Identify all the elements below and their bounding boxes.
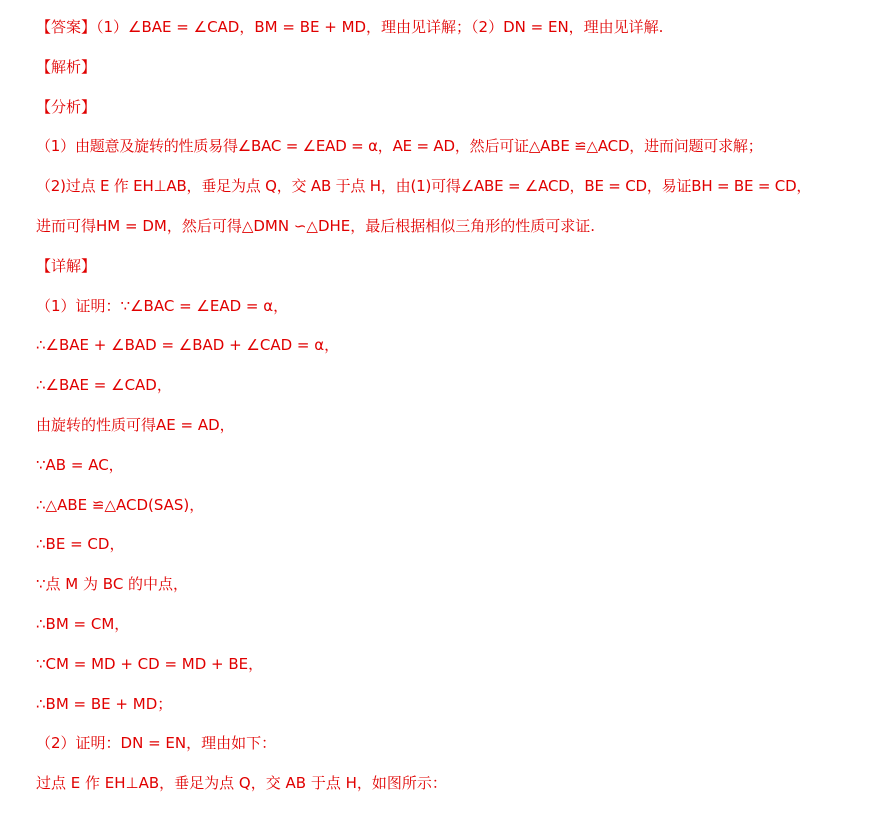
breakdown-part-2-continued: 进而可得HM = DM，然后可得△DMN ∽△DHE，最后根据相似三角形的性质可求证. (36, 216, 596, 235)
breakdown-heading: 【分析】 (36, 97, 97, 116)
proof-step: 由旋转的性质可得AE = AD， (36, 415, 235, 434)
proof-step: （1）证明：∵∠BAC = ∠EAD = α， (36, 296, 289, 315)
answer-line: 【答案】（1）∠BAE = ∠CAD，BM = BE + MD，理由见详解；（2）DN = EN，理由见详解. (36, 18, 664, 36)
proof-step: ∴BM = BE + MD； (36, 694, 173, 713)
proof-step: ∵点 M 为 BC 的中点， (36, 575, 189, 594)
detailed-solution-heading: 【详解】 (36, 256, 97, 275)
analysis-heading: 【解析】 (36, 57, 97, 76)
proof-step: （2）证明：DN = EN，理由如下： (36, 734, 277, 753)
proof-step: ∴∠BAE + ∠BAD = ∠BAD + ∠CAD = α， (36, 336, 340, 355)
breakdown-part-2: （2)过点 E 作 EH⊥AB，垂足为点 Q，交 AB 于点 H，由(1)可得∠ABE = ∠ACD，BE = CD，易证BH = BE = CD， (36, 177, 812, 196)
proof-step: 过点 E 作 EH⊥AB，垂足为点 Q，交 AB 于点 H，如图所示： (36, 774, 447, 793)
proof-step: ∴BE = CD， (36, 535, 125, 554)
proof-step: ∵AB = AC， (36, 455, 124, 474)
proof-step: ∴∠BAE = ∠CAD， (36, 376, 172, 395)
solution-document (36, 12, 866, 808)
proof-step: ∵CM = MD + CD = MD + BE， (36, 654, 264, 673)
proof-step: ∴BM = CM， (36, 614, 130, 633)
proof-step: ∴△ABE ≌△ACD(SAS)， (36, 495, 205, 514)
breakdown-part-1: （1）由题意及旋转的性质易得∠BAC = ∠EAD = α，AE = AD，然后可证△ABE ≌△ACD，进而问题可求解； (36, 137, 763, 156)
